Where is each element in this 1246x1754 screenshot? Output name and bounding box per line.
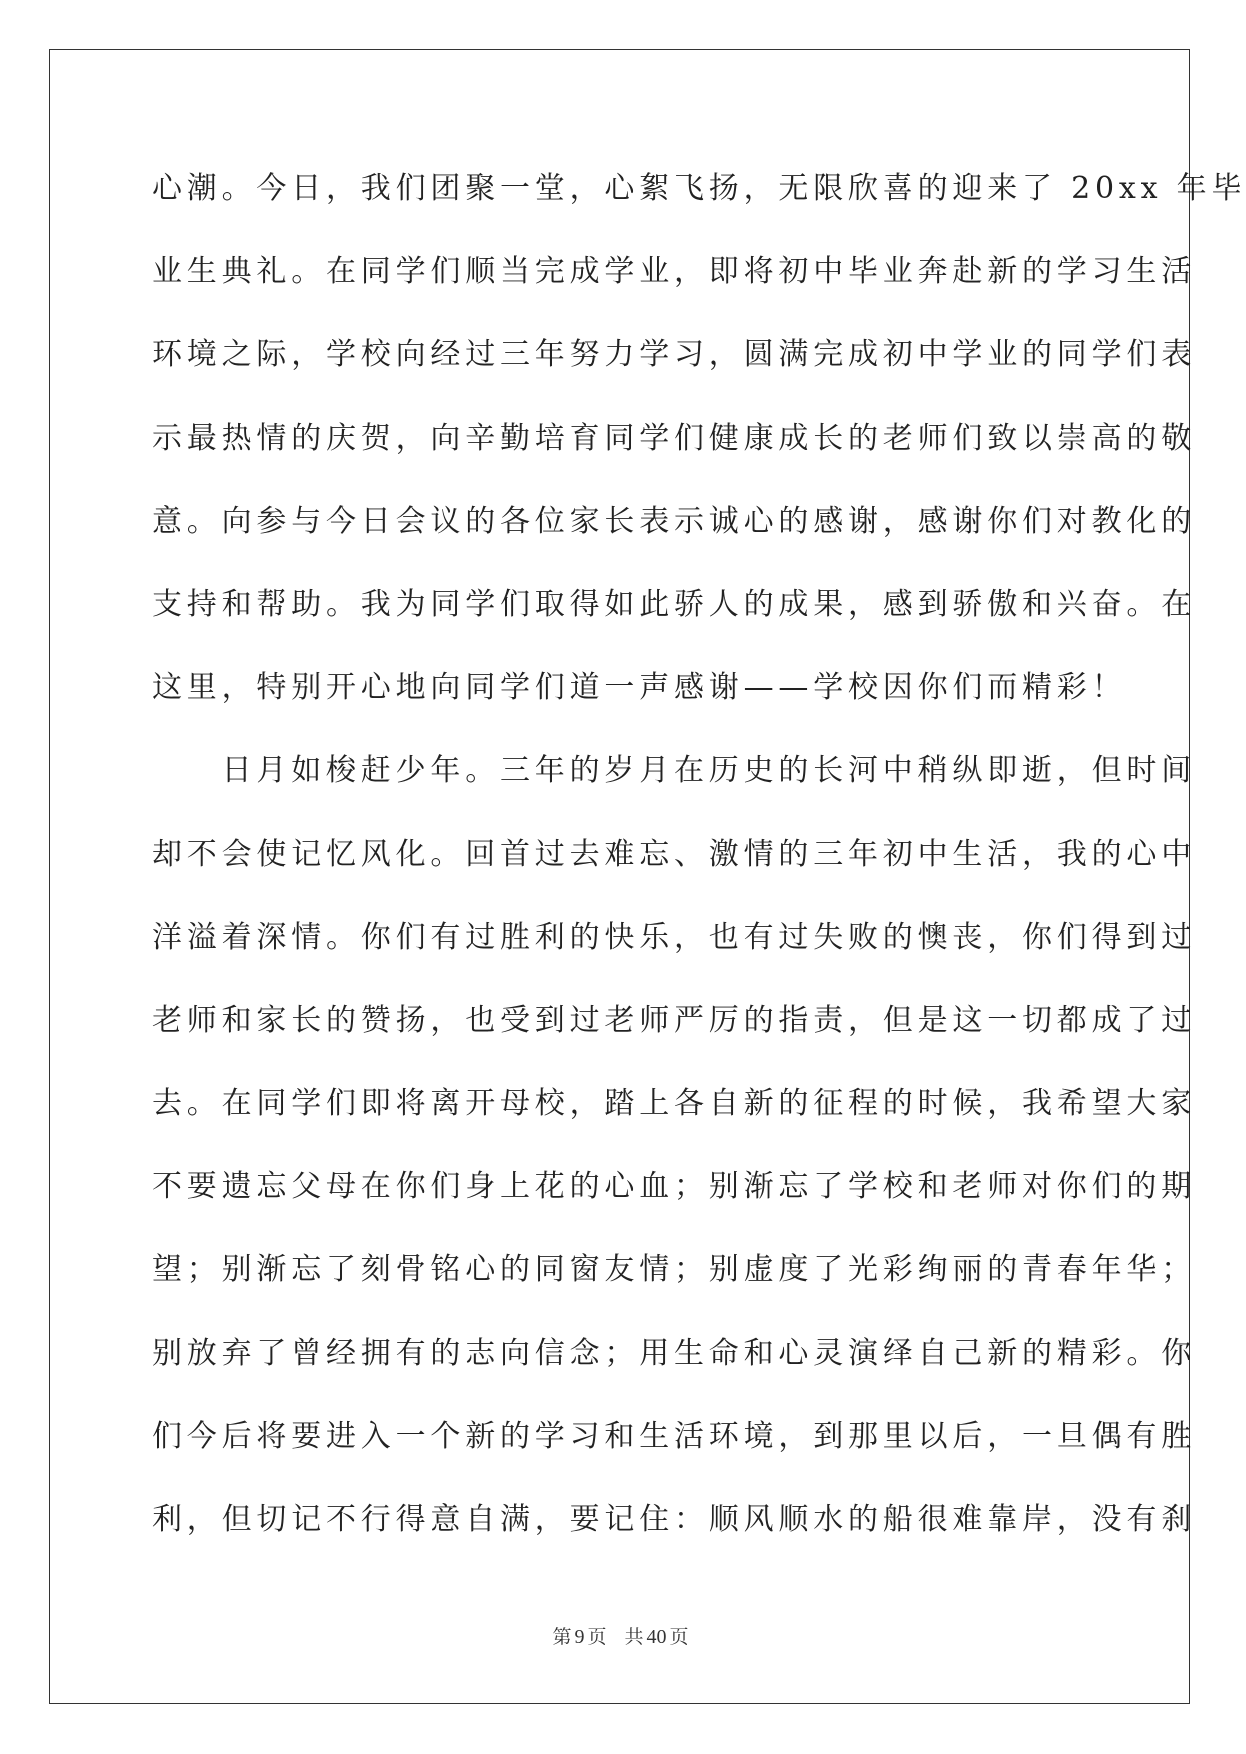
text-line-3: 环境之际，学校向经过三年努力学习，圆满完成初中学业的同学们表 <box>152 337 1196 373</box>
text-line-11: 老师和家长的赞扬，也受到过老师严厉的指责，但是这一切都成了过 <box>152 1002 1196 1038</box>
footer-page-suffix: 页 <box>587 1627 607 1648</box>
body-text <box>152 160 1246 1574</box>
text-line-12: 去。在同学们即将离开母校，踏上各自新的征程的时候，我希望大家 <box>152 1086 1196 1122</box>
text-line-4: 示最热情的庆贺，向辛勤培育同学们健康成长的老师们致以崇高的敬 <box>152 420 1196 456</box>
text-line-1: 心潮。今日，我们团聚一堂，心絮飞扬，无限欣喜的迎来了 20xx 年毕 <box>152 171 1246 206</box>
footer-total-suffix: 页 <box>669 1627 689 1648</box>
text-line-8: 日月如梭赶少年。三年的岁月在历史的长河中稍纵即逝，但时间 <box>152 753 1196 789</box>
footer-page-prefix: 第 <box>552 1627 572 1648</box>
text-line-14: 望；别渐忘了刻骨铭心的同窗友情；别虚度了光彩绚丽的青春年华； <box>152 1252 1196 1288</box>
page-footer <box>0 1622 1241 1649</box>
footer-total-prefix: 共 <box>624 1627 644 1648</box>
text-line-7: 这里，特别开心地向同学们道一声感谢——学校因你们而精彩！ <box>152 670 1127 706</box>
text-line-5: 意。向参与今日会议的各位家长表示诚心的感谢，感谢你们对教化的 <box>152 503 1196 539</box>
text-line-6: 支持和帮助。我为同学们取得如此骄人的成果，感到骄傲和兴奋。在 <box>152 586 1196 622</box>
text-line-16: 们今后将要进入一个新的学习和生活环境，到那里以后，一旦偶有胜 <box>152 1418 1196 1454</box>
footer-page-number: 9 <box>574 1626 585 1648</box>
text-line-10: 洋溢着深情。你们有过胜利的快乐，也有过失败的懊丧，你们得到过 <box>152 919 1196 955</box>
text-line-2: 业生典礼。在同学们顺当完成学业，即将初中毕业奔赴新的学习生活 <box>152 254 1196 290</box>
text-line-13: 不要遗忘父母在你们身上花的心血；别渐忘了学校和老师对你们的期 <box>152 1169 1196 1205</box>
text-line-17: 利，但切记不行得意自满，要记住：顺风顺水的船很难靠岸，没有刹 <box>152 1502 1196 1537</box>
text-line-15: 别放弃了曾经拥有的志向信念；用生命和心灵演绎自己新的精彩。你 <box>152 1335 1196 1371</box>
text-line-9: 却不会使记忆风化。回首过去难忘、激情的三年初中生活，我的心中 <box>152 836 1196 872</box>
footer-total-pages: 40 <box>646 1626 667 1648</box>
